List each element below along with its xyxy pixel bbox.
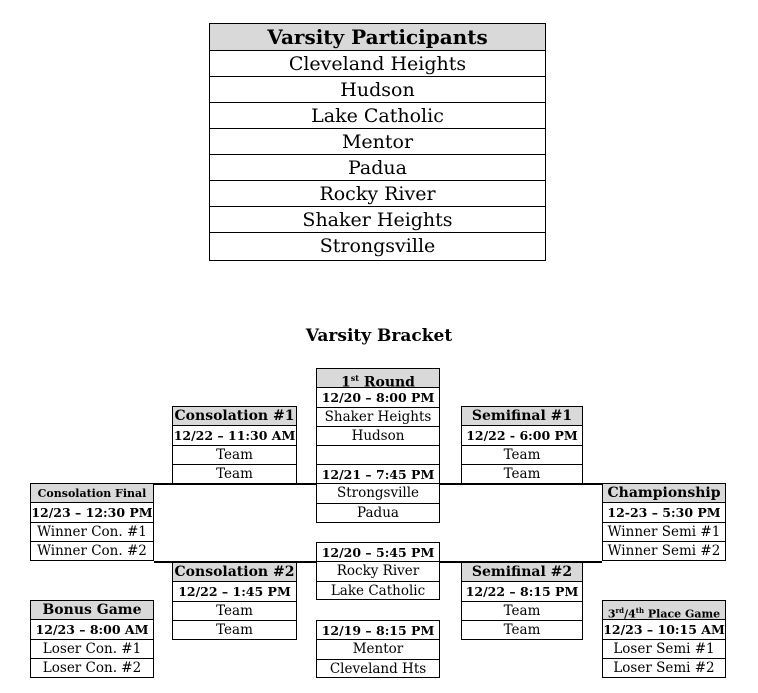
game-title: Consolation #1 [173,407,296,426]
bracket-title: Varsity Bracket [305,326,453,346]
first-round-game-3 [316,542,440,600]
game-title: Bonus Game [31,601,153,620]
game-date: 12-23 – 5:30 PM [603,503,725,522]
team-slot: Team [216,465,253,482]
consolation-1-game [172,406,297,484]
game-title: Semifinal #2 [462,563,582,582]
participants-title: Varsity Participants [210,24,545,51]
game-date: 12/22 – 11:30 AM [173,426,296,445]
team-slot: Padua [357,504,399,521]
participant-row: Hudson [210,77,545,103]
participant-row: Rocky River [210,181,545,207]
team-slot: Winner Con. #1 [31,523,153,542]
third-place-game [602,600,726,678]
game-title: Consolation #2 [173,563,296,582]
team-slot: Strongsville [317,484,439,503]
team-slot: Team [503,621,541,638]
semifinal-2-game [461,562,583,640]
first-round-title: 1st Round [317,369,439,388]
participant-row: Padua [210,155,545,181]
game-title: Championship [603,484,725,503]
championship-game [602,483,726,561]
team-slot: Cleveland Hts [329,660,427,677]
participant-row: Shaker Heights [210,207,545,233]
first-round-game-4 [316,620,440,678]
game-date: 12/22 – 1:45 PM [173,582,296,601]
team-slot: Winner Con. #2 [37,542,147,559]
team-slot: Loser Semi #2 [613,659,715,676]
team-slot: Winner Semi #2 [607,542,721,559]
spacer [317,446,439,465]
team-slot: Hudson [317,427,439,446]
consolation-2-game [172,562,297,640]
team-slot: Loser Semi #1 [603,640,725,659]
game-date: 12/19 – 8:15 PM [317,621,439,640]
bonus-game [30,600,154,678]
team-slot: Loser Con. #2 [42,659,142,676]
game-title: 3rd/4th Place Game [603,601,725,620]
game-title: Consolation Final [31,484,153,503]
first-round-game [316,368,440,523]
team-slot: Rocky River [317,562,439,581]
game-date: 12/23 – 8:00 AM [31,620,153,639]
consolation-final-game [30,483,154,561]
team-slot: Team [173,602,296,621]
game-date: 12/23 – 12:30 PM [31,503,153,522]
team-slot: Team [503,465,541,482]
team-slot: Team [462,446,582,465]
semifinal-1-game [461,406,583,484]
participant-row: Mentor [210,129,545,155]
game-date: 12/22 – 8:15 PM [462,582,582,601]
team-slot: Loser Con. #1 [31,640,153,659]
team-slot: Team [462,602,582,621]
participant-row: Cleveland Heights [210,51,545,77]
game-date: 12/20 – 5:45 PM [317,543,439,562]
team-slot: Winner Semi #1 [603,523,725,542]
participant-row: Lake Catholic [210,103,545,129]
team-slot: Shaker Heights [317,408,439,427]
game-title: Semifinal #1 [462,407,582,426]
first-round-date-1: 12/20 – 8:00 PM [317,388,439,407]
participant-row: Strongsville [319,235,436,257]
first-round-date-2: 12/21 – 7:45 PM [317,465,439,484]
team-slot: Team [173,446,296,465]
team-slot: Mentor [317,640,439,659]
game-date: 12/23 – 10:15 AM [603,620,725,639]
game-date: 12/22 - 6:00 PM [462,426,582,445]
team-slot: Lake Catholic [330,582,426,599]
participants-table [209,23,546,261]
team-slot: Team [216,621,253,638]
